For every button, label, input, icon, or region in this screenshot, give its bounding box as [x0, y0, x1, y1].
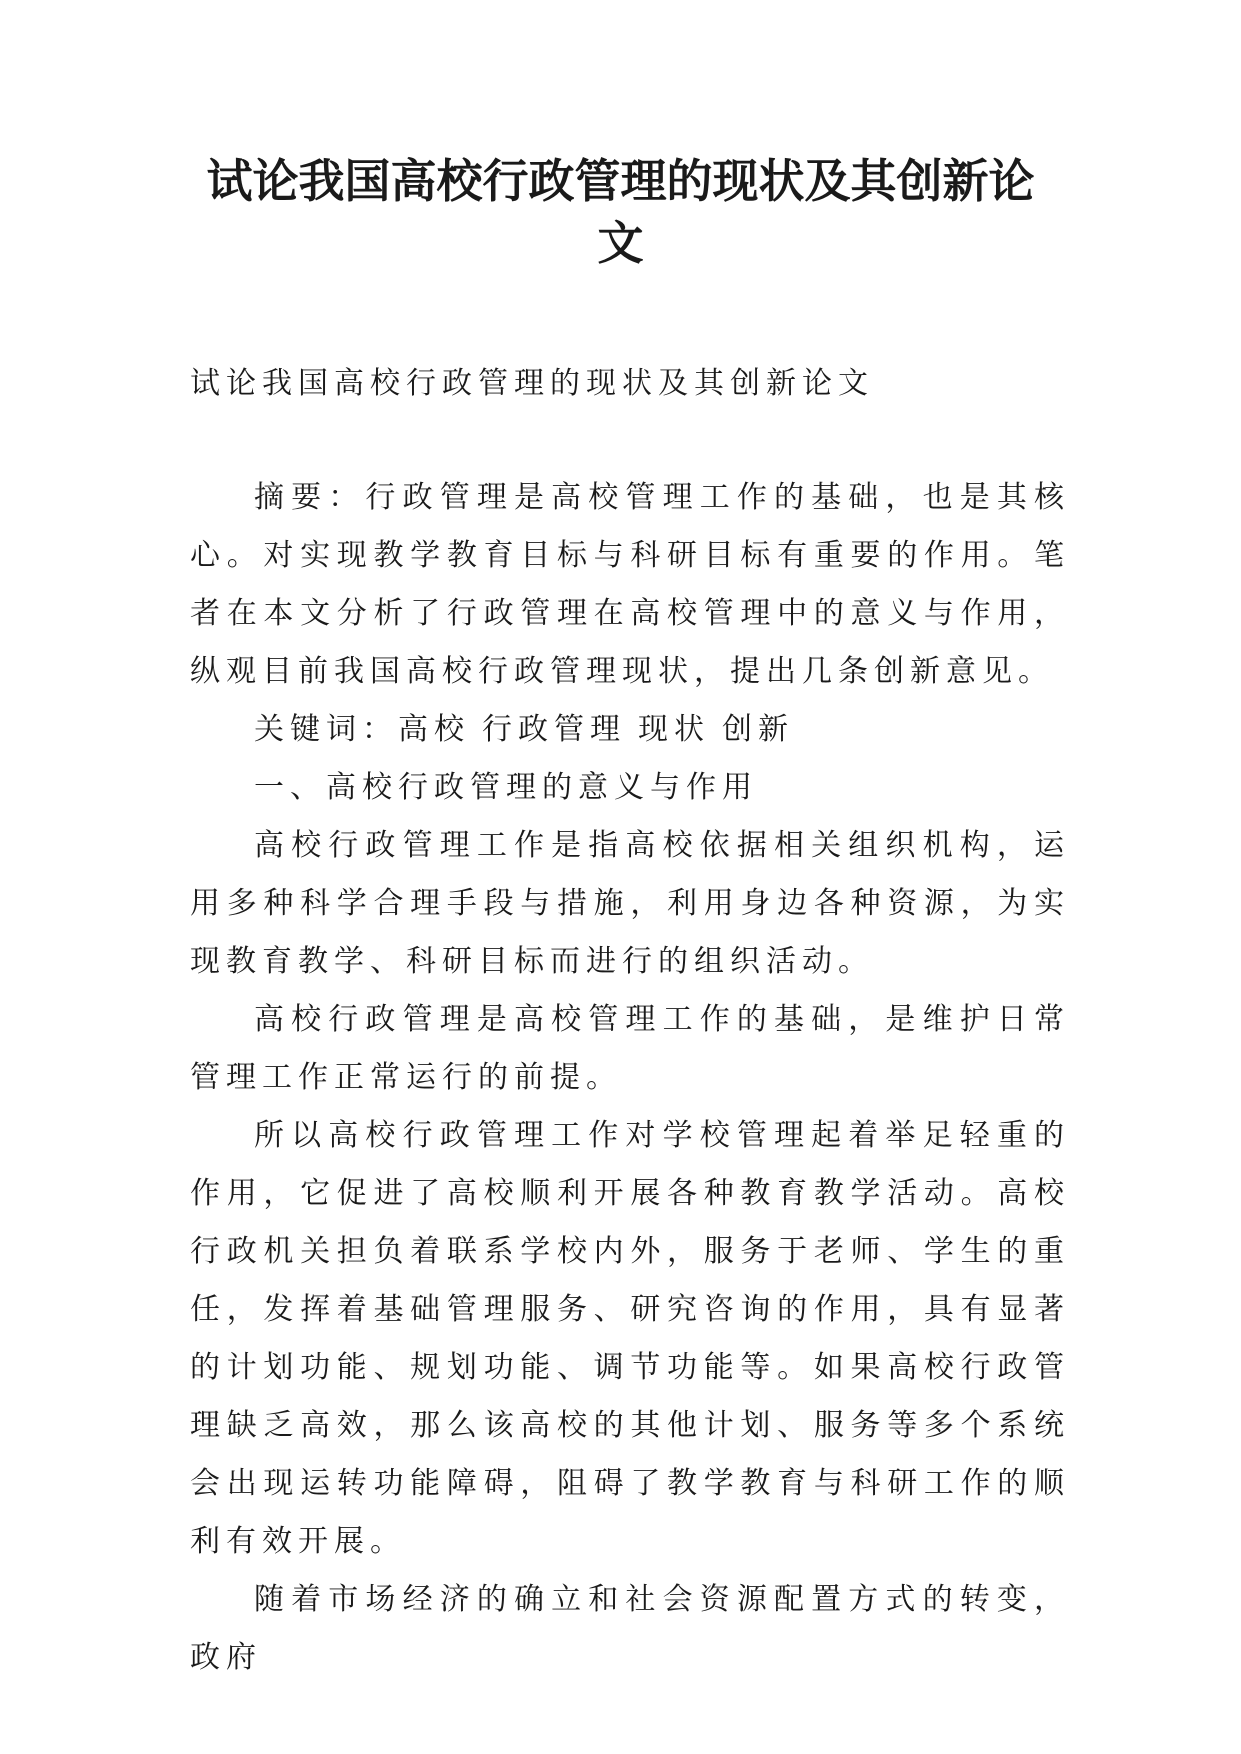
keyword: 高校	[398, 712, 470, 747]
title-line-2: 文	[597, 216, 644, 270]
document-body	[190, 355, 1070, 1687]
body-paragraph: 高校行政管理工作是指高校依据相关组织机构，运用多种科学合理手段与措施，利用身边各种资源，为实现教育教学、科研目标而进行的组织活动。	[190, 828, 1070, 979]
abstract-paragraph: 摘要：行政管理是高校管理工作的基础，也是其核心。对实现教学教育目标与科研目标有重要的作用。笔者在本文分析了行政管理在高校管理中的意义与作用，纵观目前我国高校行政管理现状，提出几条创新意见。	[190, 480, 1070, 689]
keyword: 行政管理	[482, 712, 626, 747]
keywords-line	[190, 701, 1070, 759]
document-title	[150, 150, 1091, 274]
keyword: 现状	[638, 712, 710, 747]
keyword: 创新	[722, 712, 794, 747]
body-paragraph: 高校行政管理是高校管理工作的基础，是维护日常管理工作正常运行的前提。	[190, 1002, 1070, 1095]
title-line-1: 试论我国高校行政管理的现状及其创新论	[206, 154, 1035, 208]
document-subtitle: 试论我国高校行政管理的现状及其创新论文	[190, 366, 874, 401]
body-paragraph: 所以高校行政管理工作对学校管理起着举足轻重的作用，它促进了高校顺利开展各种教育教学活动。高校行政机关担负着联系学校内外，服务于老师、学生的重任，发挥着基础管理服务、研究咨询的作用，具有显著的计划功能、规划功能、调节功能等。如果高校行政管理缺乏高效，那么该高校的其他计划、服务等多个系统会出现运转功能障碍，阻碍了教学教育与科研工作的顺利有效开展。	[190, 1118, 1070, 1559]
body-paragraph: 随着市场经济的确立和社会资源配置方式的转变，政府	[190, 1582, 1070, 1675]
section-heading: 一、高校行政管理的意义与作用	[254, 770, 758, 805]
keywords-label: 关键词：	[254, 712, 398, 747]
spacer	[190, 413, 1070, 469]
